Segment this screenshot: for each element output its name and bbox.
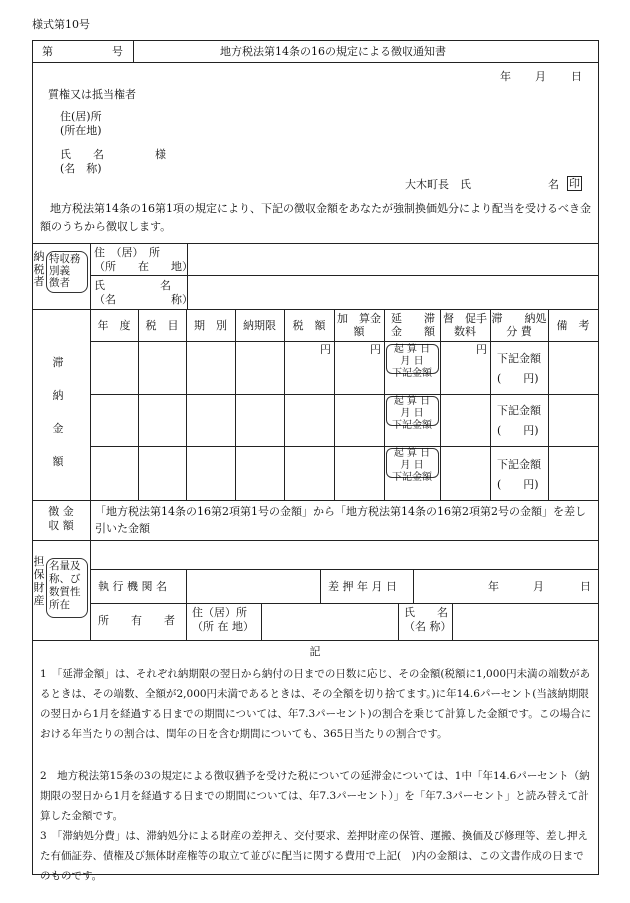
disposal-note-1: 下記金額 xyxy=(497,352,541,365)
rule-v-coll xyxy=(452,603,453,640)
col-delinquency: 延 滞金 額 xyxy=(391,312,435,339)
number-suffix: 号 xyxy=(112,45,123,58)
seizure-month: 月 xyxy=(533,580,544,593)
issuer-name-suffix: 名 xyxy=(548,178,559,191)
rule-v-col xyxy=(384,309,385,500)
rule-coll-1 xyxy=(90,569,598,570)
collateral-paren-label: 名量及 称、び 数質性 所在 xyxy=(49,560,81,611)
col-period: 期 別 xyxy=(194,319,227,332)
addressee-role: 質権又は抵当権者 xyxy=(48,88,136,101)
rule-v-coll xyxy=(398,603,399,640)
yen-additional: 円 xyxy=(370,343,381,356)
note-item-1: 1 「延滞金額」は、それぞれ納期限の翌日から納付の日までの日数に応じ、その金額(税額に1,000円未満の端数があるときは、その端数、全額が2,000円未満であるときは、その全額を切り捨てます。)に年14.6パーセント(当該納期限の翌日から1月を経過する日までの期間については、年7.3パーセント)の割合を乗じて計算した金額です。この場合における年当たりの割合は、閏年の日を含む期間についても、365日当たりの割合です。 xyxy=(40,668,592,740)
rule-v-coll xyxy=(413,569,414,603)
rule-v-col xyxy=(548,309,549,500)
name-label: 氏 名 xyxy=(60,148,104,161)
agency-label: 執 行 機 関 名 xyxy=(98,580,167,593)
rule-col-head xyxy=(90,341,598,342)
rule-v-header xyxy=(133,40,134,62)
tp-name-sub: （名 称） xyxy=(94,293,193,306)
arrears-label: 滞 納 金 額 xyxy=(52,356,64,468)
rule-v-col xyxy=(186,309,187,500)
note-item-2: 2 地方税法第15条の3の規定による徴収猶予を受けた税についての延滞金については、1中「年14.6パーセント（納期限の翌日から1月を経過する日までの期間については、年7.3パーセント）」を「年7.3パーセント」と読み替えて計算した金額です。 xyxy=(40,770,590,822)
rule-v-col xyxy=(138,309,139,500)
calc-note-3: 起 算 日 月 日 下記金額 xyxy=(392,448,432,483)
seal-mark: 印 xyxy=(569,177,580,190)
document-title: 地方税法第14条の16の規定による徴収通知書 xyxy=(220,45,446,58)
seizure-year: 年 xyxy=(488,580,499,593)
calc-note-2: 起 算 日 月 日 下記金額 xyxy=(392,396,432,431)
date-day: 日 xyxy=(571,70,582,83)
rule-collateral xyxy=(32,640,598,641)
rule-collection xyxy=(32,540,598,541)
yen-reminder: 円 xyxy=(476,343,487,356)
tp-address-label: 住 （居） 所 xyxy=(94,246,160,259)
calc-note-1: 起 算 日 月 日 下記金額 xyxy=(392,344,432,379)
tp-name-label: 氏 名 xyxy=(94,279,171,292)
date-year: 年 xyxy=(500,70,511,83)
collection-text: 「地方税法第14条の16第2項第1号の金額」から「地方税法第14条の16第2項第2号の金額」を差し引いた金額 xyxy=(95,505,586,535)
notes-heading: 記 xyxy=(309,645,321,658)
owner-name-sub: （名 称） xyxy=(404,620,452,633)
honorific: 様 xyxy=(155,148,166,161)
rule-row-2 xyxy=(90,446,598,447)
rule-row-1 xyxy=(90,394,598,395)
rule-v-coll xyxy=(261,603,262,640)
note-item-3: 3 「滞納処分費」は、滞納処分による財産の差押え、交付要求、差押財産の保管、運搬、換価及び修理等、差し押えた有価証券、債権及び無体財産権等の取立て並びに配当に関する費用で上記( )内の金額は、この文書作成の日までのものです。 xyxy=(40,830,589,882)
rule-arrears xyxy=(32,500,598,501)
seizure-date-label: 差 押 年 月 日 xyxy=(328,580,397,593)
rule-v-label xyxy=(90,243,91,640)
col-tax-item: 税 目 xyxy=(145,319,179,332)
owner-name-label: 氏 名 xyxy=(404,606,448,619)
intro-text: 地方税法第14条の16第1項の規定により、下記の徴収金額をあなたが強制換価処分により配当を受けるべき金額のうちから徴収します。 xyxy=(40,202,591,233)
col-year: 年 度 xyxy=(97,319,131,332)
collateral-label: 担 保 財 産 xyxy=(33,555,45,607)
address-sub: (所在地) xyxy=(60,124,102,137)
rule-taxpayer-mid xyxy=(90,275,598,276)
rule-coll-2 xyxy=(90,603,598,604)
col-additional: 加 算金 額 xyxy=(337,312,392,339)
rule-v-coll xyxy=(320,569,321,603)
number-prefix: 第 xyxy=(42,45,53,58)
special-collector-label: 特収務 別義 徴者 xyxy=(49,253,81,289)
disposal-yen-2: ( 円) xyxy=(497,424,539,437)
owner-label: 所 有 者 xyxy=(98,614,175,627)
yen-tax: 円 xyxy=(320,343,331,356)
rule-v-col xyxy=(284,309,285,500)
owner-address-label: 住（居）所 xyxy=(192,606,247,619)
disposal-yen-3: ( 円) xyxy=(497,478,539,491)
taxpayer-label: 納 税 者 xyxy=(33,250,45,289)
date-month: 月 xyxy=(535,70,546,83)
col-tax-amount: 税 額 xyxy=(292,319,326,332)
address-label: 住(居)所 xyxy=(60,110,102,123)
name-sub: (名 称) xyxy=(60,162,102,175)
collection-label: 徴 金 収 額 xyxy=(48,505,74,532)
col-disposal-fee: 滞 納処 分 費 xyxy=(491,312,547,339)
disposal-yen-1: ( 円) xyxy=(497,372,539,385)
form-number: 様式第10号 xyxy=(32,18,90,31)
seizure-day: 日 xyxy=(580,580,591,593)
col-reminder-fee: 督 促手数料 xyxy=(443,312,487,339)
disposal-note-2: 下記金額 xyxy=(497,404,541,417)
disposal-note-3: 下記金額 xyxy=(497,458,541,471)
rule-v-coll xyxy=(186,569,187,640)
rule-taxpayer xyxy=(32,309,598,310)
rule-v-col xyxy=(235,309,236,500)
owner-address-sub: （所 在 地） xyxy=(192,620,254,633)
tp-address-sub: （所 在 地） xyxy=(94,260,193,273)
rule-intro xyxy=(32,243,598,244)
col-due-date: 納期限 xyxy=(243,319,276,332)
col-remarks: 備 考 xyxy=(556,319,590,332)
rule-header xyxy=(32,62,598,63)
issuer-title: 大木町長 氏 xyxy=(405,178,471,191)
